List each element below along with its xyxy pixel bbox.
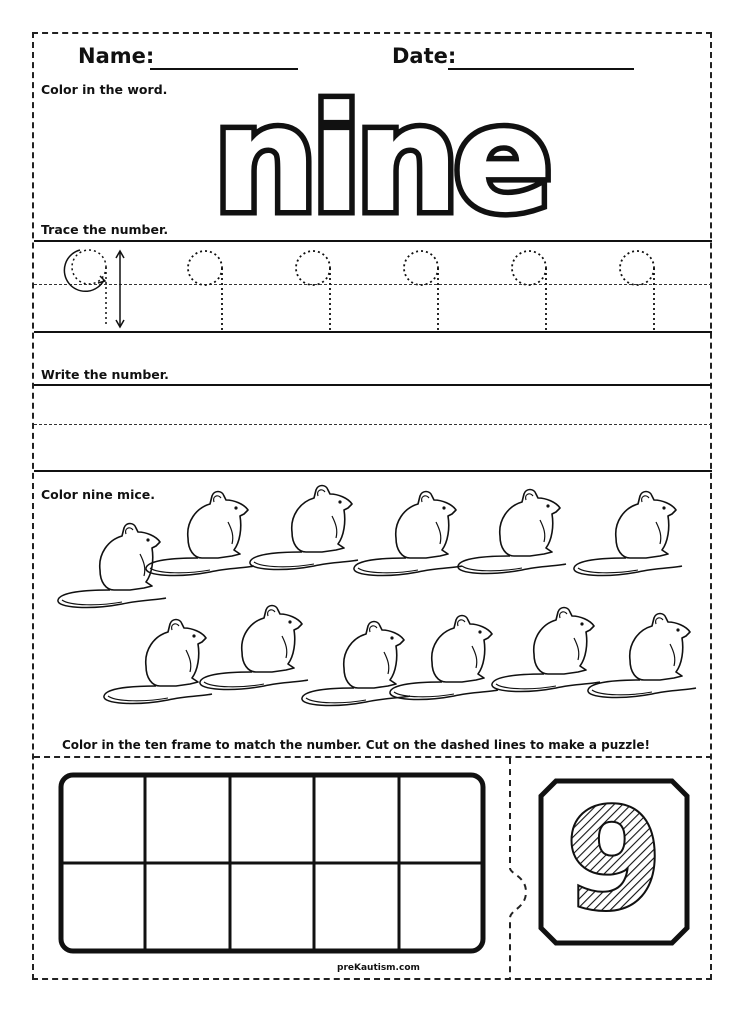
mouse-9[interactable] (302, 622, 410, 706)
write-instruction: Write the number. (41, 367, 169, 382)
trace-instruction: Trace the number. (41, 222, 169, 237)
number-card[interactable] (538, 778, 690, 946)
date-line[interactable] (448, 68, 634, 70)
card-number: 9 (565, 779, 663, 942)
mouse-7[interactable] (104, 620, 212, 704)
mouse-8[interactable] (200, 606, 308, 690)
name-line[interactable] (150, 68, 298, 70)
trace-nine-3[interactable] (404, 251, 438, 330)
mouse-11[interactable] (492, 608, 600, 692)
mice-instruction: Color nine mice. (41, 487, 156, 502)
mouse-4[interactable] (354, 492, 462, 576)
mouse-3[interactable] (250, 486, 358, 570)
mouse-12[interactable] (588, 614, 696, 698)
mouse-2[interactable] (146, 492, 254, 576)
ten-frame-instruction: Color in the ten frame to match the number. Cut on the dashed lines to make a puzzle! (62, 738, 650, 752)
write-bottom-line (34, 470, 712, 472)
cut-line-vertical (496, 758, 536, 980)
outlined-word[interactable] (200, 76, 560, 220)
mouse-6[interactable] (574, 492, 682, 576)
trace-digits[interactable] (34, 240, 712, 332)
mouse-10[interactable] (390, 616, 498, 700)
name-label: Name: (78, 44, 155, 68)
date-label: Date: (392, 44, 457, 68)
ten-frame[interactable] (58, 772, 486, 954)
color-word-instruction: Color in the word. (41, 82, 168, 97)
bubble-word-text: nine (213, 76, 547, 220)
mouse-5[interactable] (458, 490, 566, 574)
cut-line-horizontal (34, 756, 712, 758)
mice-grid (34, 478, 712, 736)
trace-nine-4[interactable] (512, 251, 546, 330)
trace-demo-nine (64, 250, 124, 327)
trace-nine-5[interactable] (620, 251, 654, 330)
trace-nine-2[interactable] (296, 251, 330, 330)
trace-nine-1[interactable] (188, 251, 222, 330)
mouse-1[interactable] (58, 524, 166, 608)
write-area[interactable] (34, 386, 712, 470)
footer-credit: preKautism.com (337, 963, 420, 973)
